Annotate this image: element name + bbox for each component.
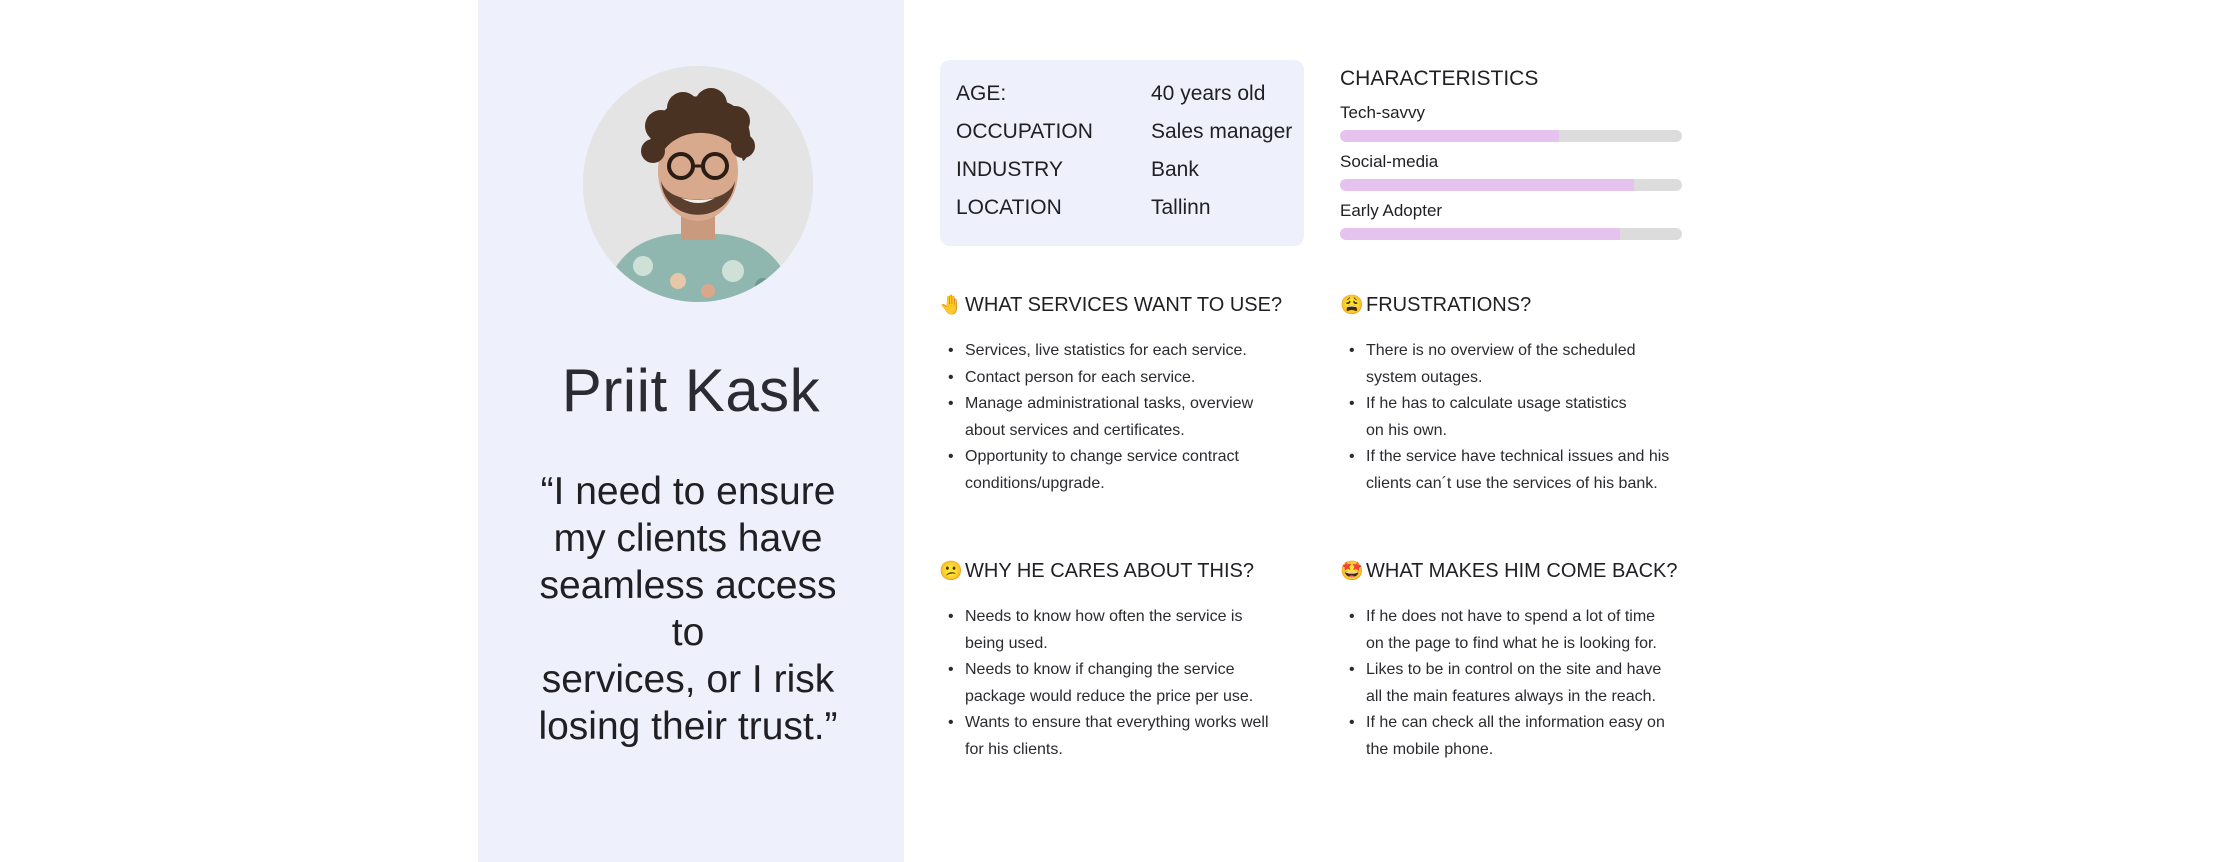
list-item-line: conditions/upgrade. — [965, 474, 1105, 492]
info-row-industry — [956, 158, 1296, 196]
confused-face-icon: 😕 — [939, 561, 963, 582]
list-item-line: system outages. — [1366, 368, 1483, 386]
quote-line: losing their trust.” — [538, 705, 838, 748]
list-item — [939, 365, 1299, 392]
section-title: WHAT MAKES HIM COME BACK? — [1366, 560, 1678, 582]
info-label: LOCATION — [956, 196, 1062, 219]
characteristics-title: CHARACTERISTICS — [1340, 67, 1539, 90]
section-list — [1340, 338, 1700, 497]
info-value: Sales manager — [1151, 120, 1293, 143]
characteristic-bar — [1340, 179, 1682, 191]
list-item-line: for his clients. — [965, 740, 1063, 758]
info-row-location — [956, 196, 1296, 234]
list-item — [1340, 657, 1700, 710]
section-list — [939, 604, 1299, 763]
list-item — [939, 710, 1299, 763]
weary-face-icon: 😩 — [1340, 295, 1364, 316]
persona-name: Priit Kask — [561, 357, 821, 424]
info-value: Tallinn — [1151, 196, 1211, 219]
section-title: WHY HE CARES ABOUT THIS? — [965, 560, 1254, 582]
section-header — [1340, 558, 1700, 588]
section-title: FRUSTRATIONS? — [1366, 294, 1532, 316]
list-item — [1340, 338, 1700, 391]
characteristic-tech-savvy — [1340, 102, 1682, 142]
list-item-line: • Manage administrational tasks, overview — [965, 395, 1254, 412]
list-item — [1340, 604, 1700, 657]
characteristic-label: Tech-savvy — [1340, 103, 1426, 122]
list-item-line: • Likes to be in control on the site and have — [1366, 661, 1662, 678]
section-list — [1340, 604, 1700, 763]
list-item-line: • If the service have technical issues and his — [1366, 448, 1670, 465]
list-item-line: on his own. — [1366, 421, 1447, 439]
list-item-line: about services and certificates. — [965, 421, 1185, 439]
section-title: WHAT SERVICES WANT TO USE? — [965, 294, 1283, 316]
characteristic-bar — [1340, 130, 1682, 142]
characteristic-bar-fill — [1340, 228, 1620, 240]
persona-panel — [478, 0, 904, 862]
list-item — [1340, 444, 1700, 497]
list-item-line: • Needs to know if changing the service — [965, 661, 1235, 678]
info-row-occupation — [956, 120, 1296, 158]
quote-line: “I need to ensure — [540, 470, 836, 513]
list-item-line: the mobile phone. — [1366, 740, 1494, 758]
list-item — [939, 657, 1299, 710]
info-value: 40 years old — [1151, 82, 1266, 105]
list-item-line: • If he has to calculate usage statistics — [1366, 395, 1627, 412]
list-item-line: • If he can check all the information easy on — [1366, 714, 1665, 731]
persona-quote — [518, 468, 858, 750]
section-frustrations — [1340, 292, 1700, 497]
section-header — [939, 558, 1299, 588]
info-label: OCCUPATION — [956, 120, 1093, 143]
section-header — [939, 292, 1299, 322]
quote-line: my clients have — [553, 517, 823, 560]
section-header — [1340, 292, 1700, 322]
characteristic-bar-fill — [1340, 179, 1634, 191]
section-list — [939, 338, 1299, 497]
list-item — [939, 338, 1299, 365]
section-services — [939, 292, 1299, 497]
characteristic-label: Early Adopter — [1340, 201, 1443, 220]
list-item — [1340, 710, 1700, 763]
list-item-line: • Needs to know how often the service is — [965, 608, 1243, 625]
list-item-line: • Services, live statistics for each service. — [965, 342, 1247, 359]
info-label: INDUSTRY — [956, 158, 1063, 181]
section-comeback — [1340, 558, 1700, 763]
avatar — [583, 66, 813, 302]
list-item-line: • Wants to ensure that everything works well — [965, 714, 1269, 731]
info-row-age — [956, 82, 1296, 120]
list-item — [939, 604, 1299, 657]
raised-hand-icon: 🤚 — [939, 295, 963, 316]
list-item-line: • There is no overview of the scheduled — [1366, 342, 1636, 359]
info-value: Bank — [1151, 158, 1199, 181]
list-item-line: on the page to find what he is looking for. — [1366, 634, 1657, 652]
list-item-line: being used. — [965, 634, 1048, 652]
section-cares — [939, 558, 1299, 763]
quote-line: services, or I risk — [541, 658, 835, 701]
list-item-line: package would reduce the price per use. — [965, 687, 1254, 705]
list-item — [1340, 391, 1700, 444]
characteristic-bar-fill — [1340, 130, 1559, 142]
list-item-line: • Opportunity to change service contract — [965, 448, 1239, 465]
quote-line: seamless access to — [539, 564, 837, 654]
list-item-line: • Contact person for each service. — [965, 368, 1196, 386]
persona-photo — [583, 66, 813, 302]
characteristic-bar — [1340, 228, 1682, 240]
characteristic-early-adopter — [1340, 200, 1682, 240]
star-struck-face-icon: 🤩 — [1340, 561, 1364, 582]
characteristic-social-media — [1340, 151, 1682, 191]
info-card — [940, 60, 1304, 246]
list-item-line: all the main features always in the reach. — [1366, 687, 1656, 705]
characteristic-label: Social-media — [1340, 152, 1439, 171]
list-item-line: • If he does not have to spend a lot of time — [1366, 608, 1656, 625]
list-item — [939, 391, 1299, 444]
list-item-line: clients can´t use the services of his bank. — [1366, 474, 1658, 492]
info-label: AGE: — [956, 82, 1007, 105]
list-item — [939, 444, 1299, 497]
